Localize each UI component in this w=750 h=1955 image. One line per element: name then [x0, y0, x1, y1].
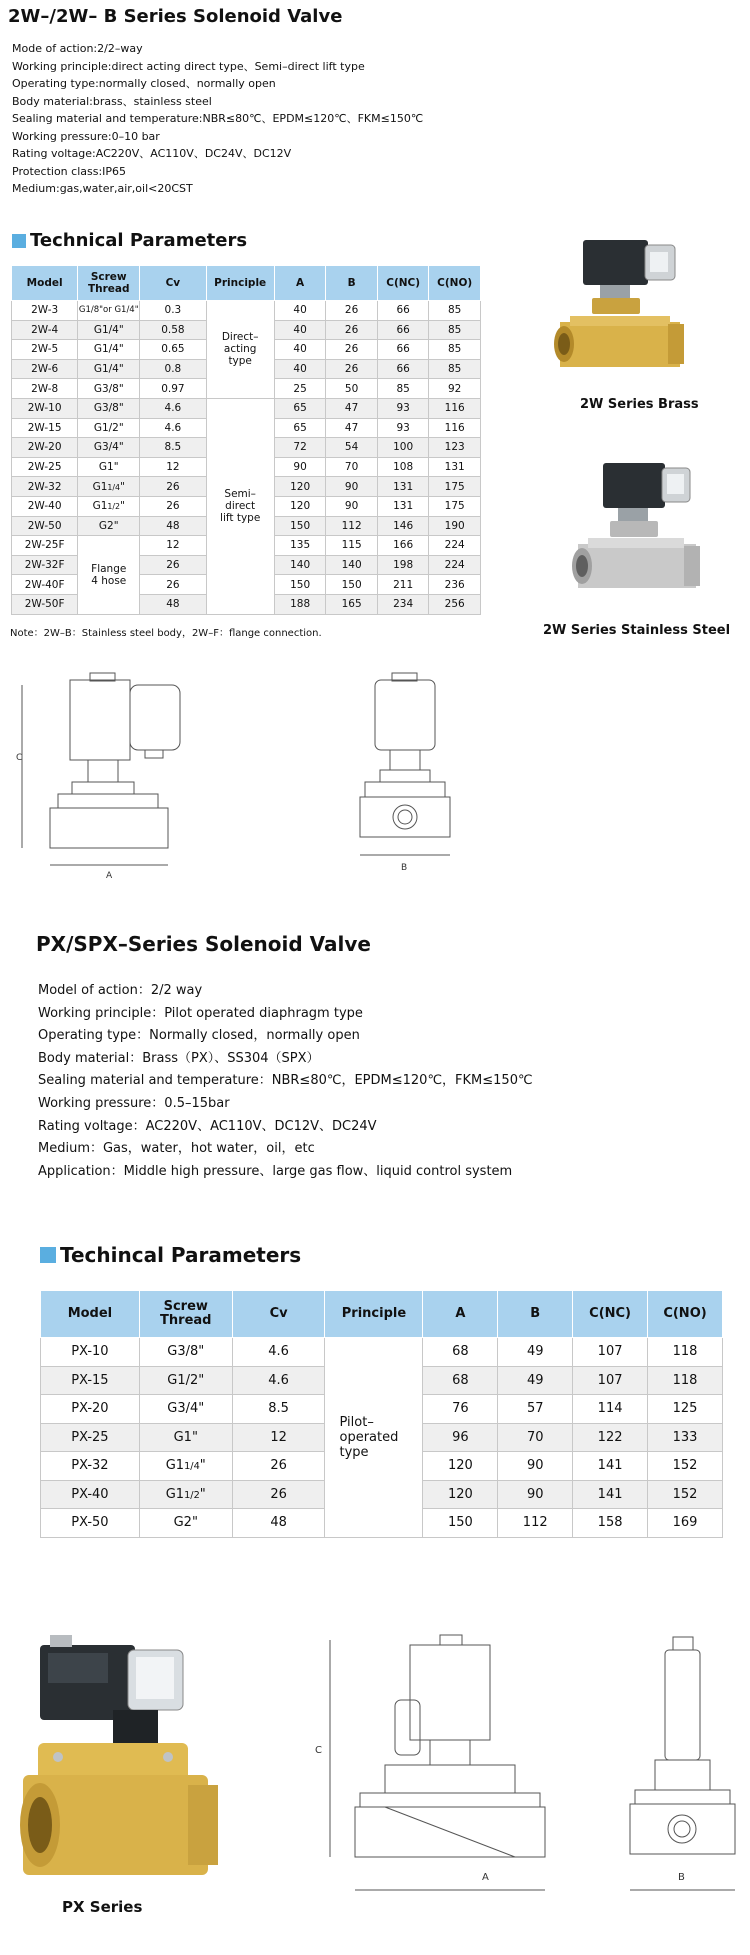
cell-cno: 224 — [429, 536, 481, 556]
dim-a-label: A — [106, 871, 113, 881]
header-cv: Cv — [140, 266, 206, 301]
cell-thread: G2" — [78, 516, 140, 536]
cell-model: 2W-5 — [12, 340, 78, 360]
cell-a: 68 — [423, 1366, 498, 1395]
cell-cnc: 234 — [377, 594, 429, 614]
cell-b: 26 — [326, 359, 378, 379]
cell-cno: 133 — [648, 1423, 723, 1452]
cell-cnc: 93 — [377, 398, 429, 418]
cell-model: 2W-10 — [12, 398, 78, 418]
cell-model: 2W-25 — [12, 457, 78, 477]
cell-cv: 0.58 — [140, 320, 206, 340]
cell-cnc: 107 — [573, 1366, 648, 1395]
table-row — [41, 1338, 723, 1367]
caption-brass: 2W Series Brass — [580, 397, 699, 412]
table-header-row — [41, 1291, 723, 1338]
cell-cnc: 93 — [377, 418, 429, 438]
cell-b: 150 — [326, 575, 378, 595]
cell-cnc: 141 — [573, 1480, 648, 1509]
spec-line: Application：Middle high pressure、large gas flow、liquid control system — [38, 1163, 513, 1179]
cell-b: 50 — [326, 379, 378, 399]
series2-parameter-table — [40, 1290, 723, 1538]
section-title: Techincal Parameters — [60, 1243, 302, 1267]
caption-px: PX Series — [62, 1898, 143, 1916]
cell-cnc: 131 — [377, 496, 429, 516]
series1-front-drawing — [10, 665, 235, 885]
cell-principle: Pilot–operated type — [325, 1338, 423, 1538]
cell-cno: 125 — [648, 1395, 723, 1424]
cell-thread: G1" — [139, 1423, 232, 1452]
cell-cnc: 114 — [573, 1395, 648, 1424]
cell-b: 90 — [498, 1480, 573, 1509]
cell-b: 165 — [326, 594, 378, 614]
header-thread: Screw Thread — [139, 1291, 232, 1338]
cell-cno: 118 — [648, 1366, 723, 1395]
header-cnc: C(NC) — [377, 266, 429, 301]
header-thread: Screw Thread — [78, 266, 140, 301]
cell-thread: G1/8"or G1/4" — [78, 301, 140, 321]
series1-side-drawing — [350, 665, 460, 885]
stainless-valve-photo — [570, 458, 710, 608]
spec-line: Working pressure:0–10 bar — [12, 129, 160, 143]
cell-cno: 85 — [429, 301, 481, 321]
cell-cno: 85 — [429, 359, 481, 379]
series1-specs — [12, 40, 423, 198]
cell-b: 70 — [326, 457, 378, 477]
cell-cnc: 131 — [377, 477, 429, 497]
cell-a: 76 — [423, 1395, 498, 1424]
table-row — [12, 398, 481, 418]
cell-model: 2W-8 — [12, 379, 78, 399]
cell-thread: G11/4" — [139, 1452, 232, 1481]
cell-model: 2W-40F — [12, 575, 78, 595]
cell-cno: 85 — [429, 320, 481, 340]
spec-line: Mode of action:2/2–way — [12, 42, 143, 55]
spec-line: Body material：Brass（PX）、SS304（SPX） — [38, 1050, 320, 1066]
cell-cnc: 100 — [377, 438, 429, 458]
cell-a: 150 — [423, 1509, 498, 1538]
cell-cno: 256 — [429, 594, 481, 614]
cell-cnc: 146 — [377, 516, 429, 536]
cell-cnc: 166 — [377, 536, 429, 556]
dim-a-label: A — [482, 1872, 489, 1883]
cell-b: 49 — [498, 1338, 573, 1367]
px-valve-photo — [18, 1625, 233, 1895]
cell-b: 57 — [498, 1395, 573, 1424]
cell-model: PX-15 — [41, 1366, 140, 1395]
cell-thread: G1/2" — [78, 418, 140, 438]
cell-b: 70 — [498, 1423, 573, 1452]
cell-cno: 152 — [648, 1480, 723, 1509]
series1-parameter-table — [11, 265, 481, 615]
cell-cno: 85 — [429, 340, 481, 360]
cell-b: 140 — [326, 555, 378, 575]
header-b: B — [498, 1291, 573, 1338]
series2-specs — [38, 980, 533, 1183]
cell-cnc: 107 — [573, 1338, 648, 1367]
cell-cv: 26 — [140, 477, 206, 497]
cell-thread: G11/2" — [78, 496, 140, 516]
cell-model: PX-25 — [41, 1423, 140, 1452]
cell-cnc: 198 — [377, 555, 429, 575]
cell-model: 2W-20 — [12, 438, 78, 458]
cell-cv: 0.3 — [140, 301, 206, 321]
cell-model: PX-50 — [41, 1509, 140, 1538]
cell-thread: G1/4" — [78, 359, 140, 379]
spec-line: Working principle：Pilot operated diaphragm type — [38, 1005, 363, 1021]
dim-c-label: C — [315, 1745, 322, 1756]
cell-a: 40 — [274, 359, 326, 379]
cell-a: 150 — [274, 575, 326, 595]
cell-cv: 12 — [140, 457, 206, 477]
header-a: A — [423, 1291, 498, 1338]
spec-line: Working pressure：0.5–15bar — [38, 1095, 230, 1111]
cell-thread: G1" — [78, 457, 140, 477]
cell-thread: G2" — [139, 1509, 232, 1538]
cell-cno: 169 — [648, 1509, 723, 1538]
section-square-icon — [12, 234, 26, 248]
cell-a: 96 — [423, 1423, 498, 1452]
header-a: A — [274, 266, 326, 301]
cell-thread: G3/4" — [78, 438, 140, 458]
spec-line: Body material:brass、stainless steel — [12, 94, 212, 108]
cell-model: PX-32 — [41, 1452, 140, 1481]
cell-cnc: 66 — [377, 359, 429, 379]
cell-model: 2W-6 — [12, 359, 78, 379]
cell-cv: 4.6 — [232, 1366, 325, 1395]
cell-cv: 48 — [140, 516, 206, 536]
header-cv: Cv — [232, 1291, 325, 1338]
cell-cnc: 158 — [573, 1509, 648, 1538]
spec-line: Rating voltage:AC220V、AC110V、DC24V、DC12V — [12, 147, 292, 160]
cell-a: 40 — [274, 320, 326, 340]
cell-cno: 224 — [429, 555, 481, 575]
cell-b: 115 — [326, 536, 378, 556]
cell-model: 2W-3 — [12, 301, 78, 321]
spec-line: Medium:gas,water,air,oil<20CST — [12, 182, 193, 195]
cell-cnc: 141 — [573, 1452, 648, 1481]
spec-line: Medium：Gas，water，hot water，oil，etc — [38, 1141, 315, 1157]
cell-model: 2W-40 — [12, 496, 78, 516]
cell-b: 47 — [326, 398, 378, 418]
cell-thread: G1/2" — [139, 1366, 232, 1395]
spec-line: Operating type：Normally closed，normally open — [38, 1028, 360, 1044]
spec-line: Sealing material and temperature：NBR≤80℃，EPDM≤120℃，FKM≤150℃ — [38, 1073, 533, 1089]
cell-cv: 26 — [232, 1480, 325, 1509]
cell-cv: 4.6 — [232, 1338, 325, 1367]
cell-a: 90 — [274, 457, 326, 477]
cell-cv: 26 — [232, 1452, 325, 1481]
section-title: Technical Parameters — [30, 230, 248, 251]
cell-cnc: 122 — [573, 1423, 648, 1452]
cell-a: 120 — [423, 1452, 498, 1481]
series1-section-heading — [12, 230, 247, 251]
cell-model: 2W-32F — [12, 555, 78, 575]
cell-b: 90 — [326, 477, 378, 497]
cell-a: 150 — [274, 516, 326, 536]
cell-cv: 26 — [140, 555, 206, 575]
cell-b: 26 — [326, 320, 378, 340]
header-cnc: C(NC) — [573, 1291, 648, 1338]
cell-cv: 26 — [140, 575, 206, 595]
cell-cv: 12 — [140, 536, 206, 556]
spec-line: Working principle:direct acting direct type、Semi–direct lift type — [12, 59, 365, 73]
cell-thread: G1/4" — [78, 340, 140, 360]
series2-front-drawing — [300, 1625, 550, 1925]
cell-model: 2W-4 — [12, 320, 78, 340]
cell-b: 90 — [498, 1452, 573, 1481]
spec-line: Rating voltage：AC220V、AC110V、DC12V、DC24V — [38, 1118, 377, 1134]
header-principle: Principle — [325, 1291, 423, 1338]
cell-model: 2W-15 — [12, 418, 78, 438]
cell-cno: 123 — [429, 438, 481, 458]
cell-cnc: 108 — [377, 457, 429, 477]
cell-cv: 26 — [140, 496, 206, 516]
table-header-row — [12, 266, 481, 301]
cell-a: 65 — [274, 418, 326, 438]
cell-b: 90 — [326, 496, 378, 516]
cell-cno: 175 — [429, 477, 481, 497]
cell-a: 135 — [274, 536, 326, 556]
cell-cv: 12 — [232, 1423, 325, 1452]
cell-b: 54 — [326, 438, 378, 458]
spec-line: Model of action：2/2 way — [38, 983, 203, 998]
dim-b-label: B — [401, 863, 408, 873]
cell-a: 120 — [274, 496, 326, 516]
cell-a: 68 — [423, 1338, 498, 1367]
cell-cnc: 66 — [377, 320, 429, 340]
cell-cv: 48 — [232, 1509, 325, 1538]
cell-cno: 175 — [429, 496, 481, 516]
cell-thread: G3/8" — [78, 398, 140, 418]
header-cno: C(NO) — [429, 266, 481, 301]
header-model: Model — [41, 1291, 140, 1338]
cell-cnc: 85 — [377, 379, 429, 399]
cell-b: 112 — [326, 516, 378, 536]
cell-thread: G11/4" — [78, 477, 140, 497]
header-model: Model — [12, 266, 78, 301]
cell-a: 140 — [274, 555, 326, 575]
cell-cno: 92 — [429, 379, 481, 399]
table-row — [12, 301, 481, 321]
cell-flange: Flange 4 hose — [78, 536, 140, 614]
spec-line: Sealing material and temperature:NBR≤80℃、EPDM≤120℃、FKM≤150℃ — [12, 112, 424, 125]
cell-a: 25 — [274, 379, 326, 399]
cell-thread: G3/8" — [139, 1338, 232, 1367]
dim-c-label: C — [16, 753, 23, 763]
cell-b: 26 — [326, 301, 378, 321]
cell-a: 40 — [274, 340, 326, 360]
cell-thread: G3/8" — [78, 379, 140, 399]
cell-thread: G3/4" — [139, 1395, 232, 1424]
cell-cno: 190 — [429, 516, 481, 536]
section-square-icon — [40, 1247, 56, 1263]
cell-b: 49 — [498, 1366, 573, 1395]
cell-b: 26 — [326, 340, 378, 360]
cell-cno: 116 — [429, 418, 481, 438]
cell-cno: 116 — [429, 398, 481, 418]
cell-b: 47 — [326, 418, 378, 438]
cell-model: PX-10 — [41, 1338, 140, 1367]
series2-title: PX/SPX–Series Solenoid Valve — [36, 932, 371, 956]
cell-cv: 8.5 — [140, 438, 206, 458]
cell-cv: 8.5 — [232, 1395, 325, 1424]
cell-cnc: 66 — [377, 340, 429, 360]
cell-model: PX-20 — [41, 1395, 140, 1424]
cell-cno: 118 — [648, 1338, 723, 1367]
series2-side-drawing — [625, 1625, 745, 1925]
cell-cnc: 66 — [377, 301, 429, 321]
cell-a: 65 — [274, 398, 326, 418]
series1-title: 2W–/2W– B Series Solenoid Valve — [8, 6, 343, 27]
cell-cv: 48 — [140, 594, 206, 614]
spec-line: Operating type:normally closed、normally open — [12, 77, 276, 90]
series2-section-heading — [40, 1243, 301, 1267]
cell-cno: 131 — [429, 457, 481, 477]
header-cno: C(NO) — [648, 1291, 723, 1338]
dim-b-label: B — [678, 1872, 685, 1883]
cell-cno: 236 — [429, 575, 481, 595]
cell-cv: 0.8 — [140, 359, 206, 379]
spec-line: Protection class:IP65 — [12, 164, 127, 178]
cell-a: 72 — [274, 438, 326, 458]
cell-cnc: 211 — [377, 575, 429, 595]
cell-model: 2W-25F — [12, 536, 78, 556]
header-principle: Principle — [206, 266, 274, 301]
series1-note: Note：2W–B：Stainless steel body，2W–F：flange connection. — [10, 628, 322, 639]
cell-a: 120 — [423, 1480, 498, 1509]
cell-thread: G1/4" — [78, 320, 140, 340]
cell-cv: 4.6 — [140, 418, 206, 438]
cell-model: PX-40 — [41, 1480, 140, 1509]
cell-model: 2W-50F — [12, 594, 78, 614]
header-b: B — [326, 266, 378, 301]
cell-principle-semi: Semi–direct lift type — [206, 398, 274, 614]
cell-thread: G11/2" — [139, 1480, 232, 1509]
cell-a: 188 — [274, 594, 326, 614]
cell-a: 40 — [274, 301, 326, 321]
cell-b: 112 — [498, 1509, 573, 1538]
cell-a: 120 — [274, 477, 326, 497]
cell-cno: 152 — [648, 1452, 723, 1481]
cell-cv: 0.97 — [140, 379, 206, 399]
brass-valve-photo — [550, 230, 700, 390]
cell-cv: 0.65 — [140, 340, 206, 360]
cell-model: 2W-32 — [12, 477, 78, 497]
cell-principle-direct: Direct–acting type — [206, 301, 274, 399]
caption-stainless: 2W Series Stainless Steel — [543, 623, 731, 638]
cell-model: 2W-50 — [12, 516, 78, 536]
cell-cv: 4.6 — [140, 398, 206, 418]
